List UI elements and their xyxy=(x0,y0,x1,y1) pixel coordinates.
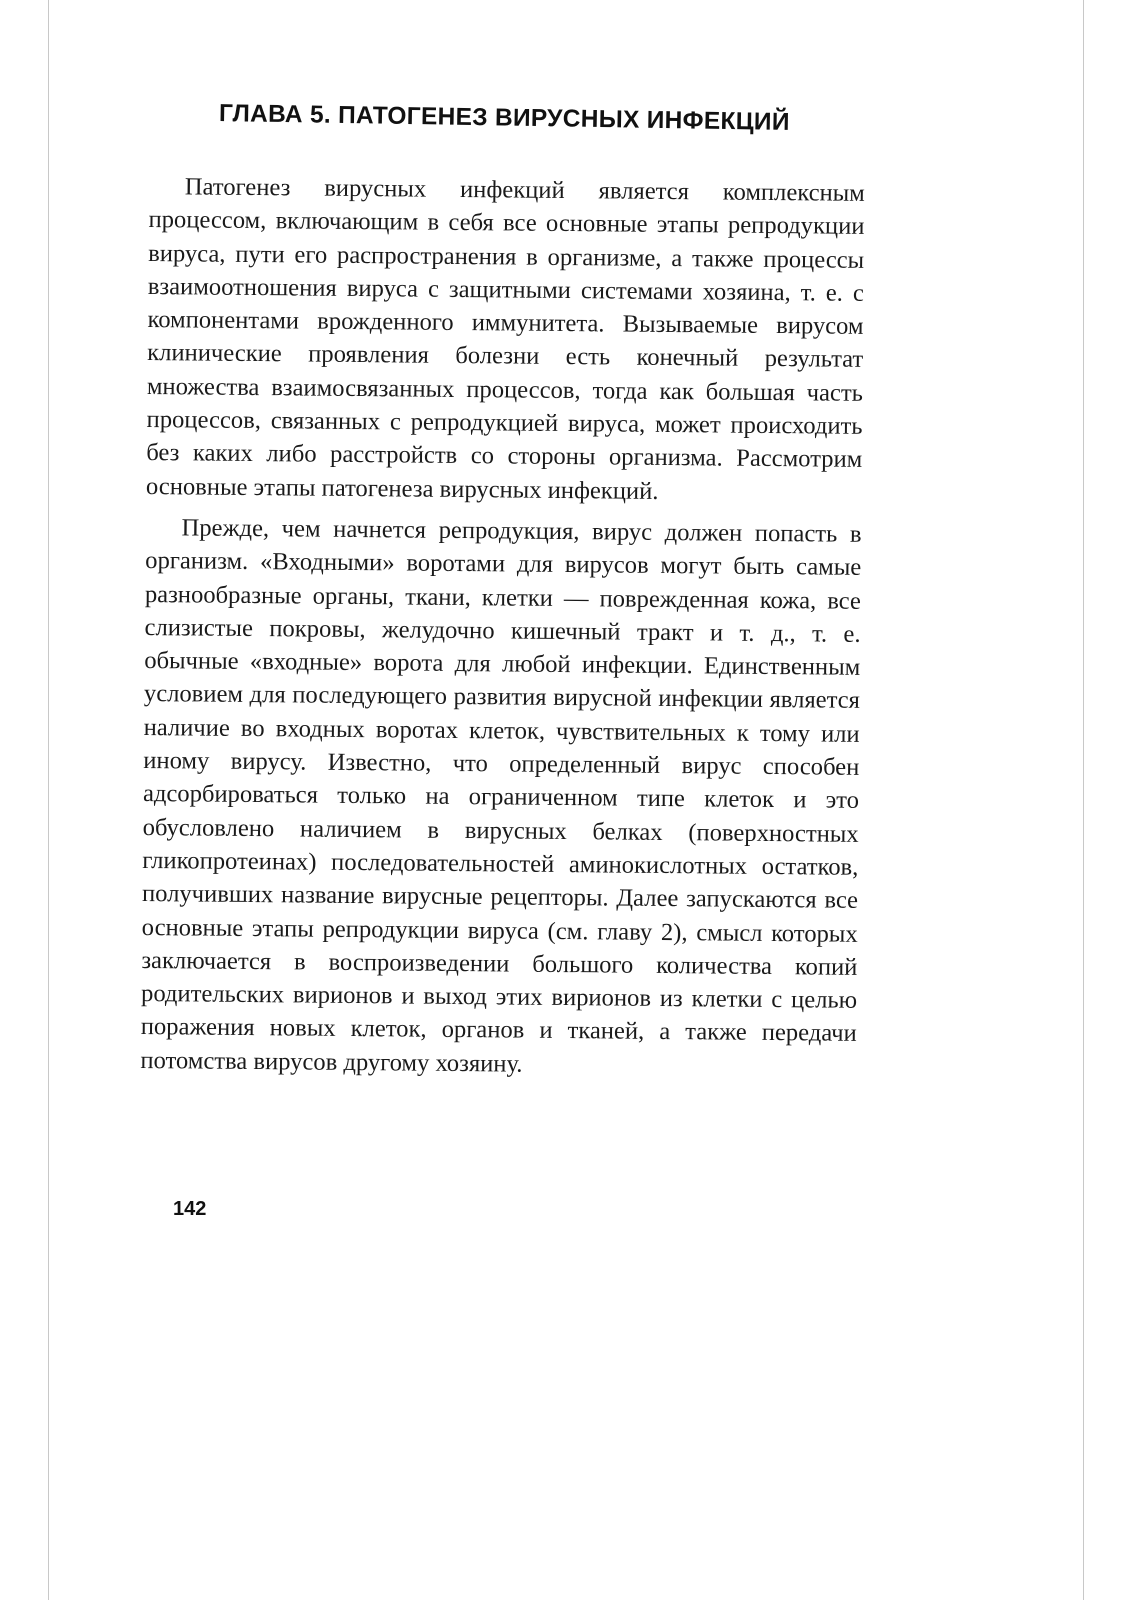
book-page xyxy=(48,0,1084,1600)
paragraph-entry-gates: Прежде, чем начнется репродукция, вирус должен попасть в организм. «Входными» воротами для вирусов могут быть самые разнообразные органы, ткани, клетки — поврежденная кожа, все слизистые покровы, желудочно кишечный тракт и т. д., т. е. обычные «входные» ворота для любой инфекции. Единственным условием для последующего развития вирусной инфекции является наличие во входных воротах клеток, чувствительных к тому или иному вирусу. Известно, что определенный вирус способен адсорбироваться только на ограниченном типе клеток и это обусловлено наличием в вирусных белках (поверхностных гликопротеинах) последовательностей аминокислотных остатков, получивших название вирусные рецепторы. Далее запускаются все основные этапы репродукции вируса (см. главу 2), смысл которых заключается в воспроизведении большого количества копий родительских вирионов и выход этих вирионов из клетки с целью поражения новых клеток, органов и тканей, а также передачи потомства вирусов другому хозяину. xyxy=(140,514,862,1078)
paragraph-pathogenesis-intro: Патогенез вирусных инфекций является комплексным процессом, включающим в себя все основные этапы репродукции вируса, пути его распространения в организме, а также процессы взаимоотношения вируса с защитными системами хозяина, т. е. с компонентами врожденного иммунитета. Вызываемые вирусом клинические проявления болезни есть конечный результат множества взаимосвязанных процессов, тогда как большая часть процессов, связанных с репродукцией вируса, может происходить без каких либо расстройств со стороны организма. Рассмотрим основные этапы патогенеза вирусных инфекций. xyxy=(145,173,865,505)
chapter-body xyxy=(140,170,865,1092)
chapter-heading: ГЛАВА 5. ПАТОГЕНЕЗ ВИРУСНЫХ ИНФЕКЦИЙ xyxy=(218,100,790,136)
page-number: 142 xyxy=(173,1198,207,1220)
